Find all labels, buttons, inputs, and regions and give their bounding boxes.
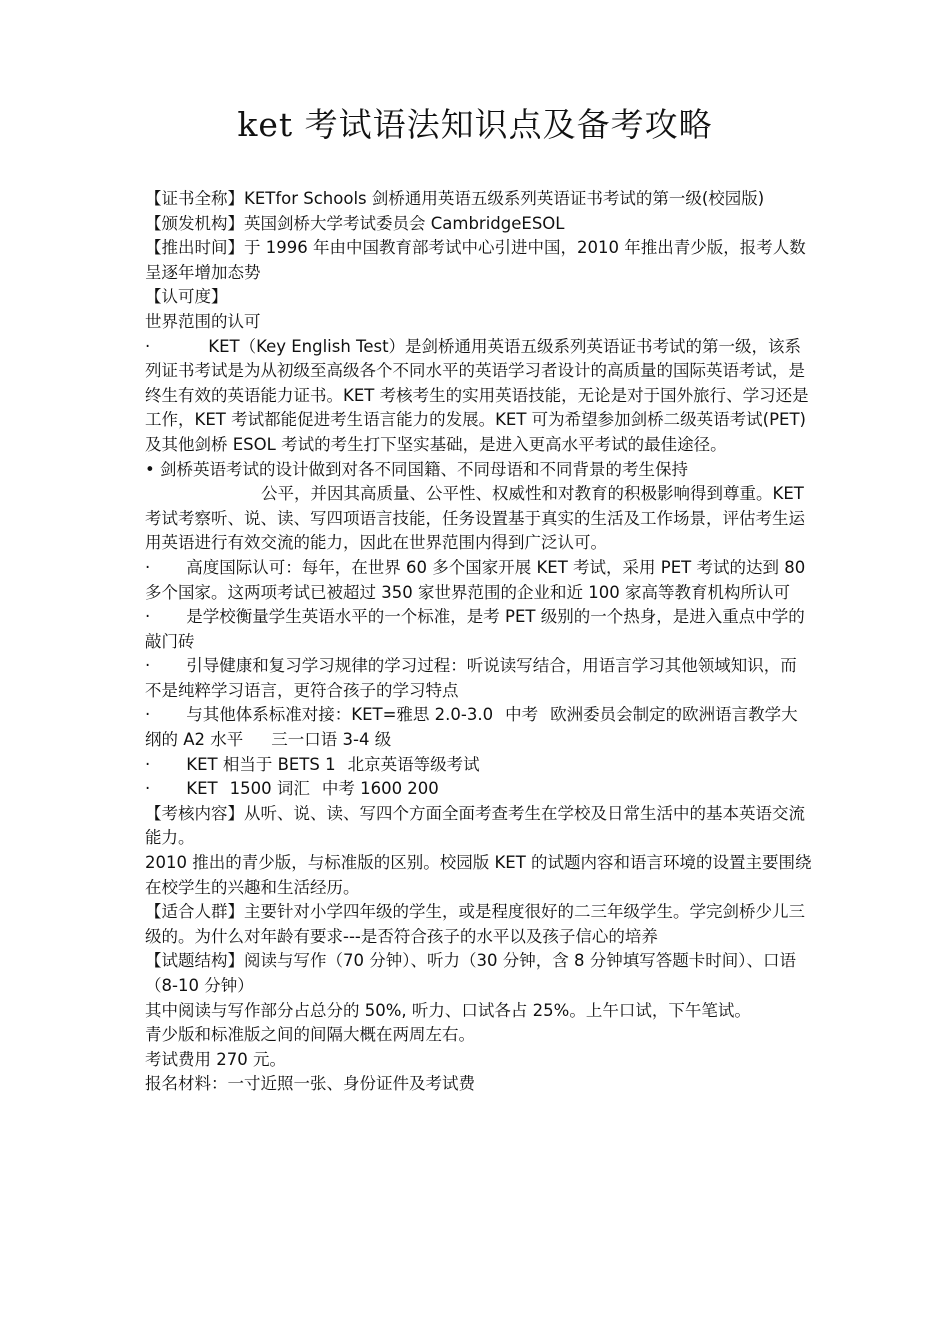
bullet-dot: · [145,779,151,799]
paragraph-fairness [145,458,813,483]
paragraph-exam-fee: 考试费用 270 元。 [145,1049,286,1069]
paragraph-target-group: 【适合人群】主要针对小学四年级的学生，或是程度很好的二三年级学生。学完剑桥少儿三级的。为什么对年龄有要求---是否符合孩子的水平以及孩子信心的培养 [145,902,805,946]
bullet-round: • [145,459,155,479]
standards-trinity-text: 三一口语 3-4 级 [271,730,392,750]
paragraph-exam-structure: 【试题结构】阅读与写作（70 分钟）、听力（30 分钟，含 8 分钟填写答题卡时间）、口语（8-10 分钟） [145,951,796,995]
vocabulary-ket-count: 1500 词汇 [229,779,310,799]
paragraph-interval: 青少版和标准版之间的间隔大概在两周左右。 [145,1025,475,1045]
document-title: ket 考试语法知识点及备考攻略 [237,105,713,144]
paragraph-school-standard [145,605,813,654]
standards-cefr-text: 欧洲委员会制定的欧洲语言教学大纲的 A2 水平 [145,705,798,750]
paragraph-registration-materials: 报名材料：一寸近照一张、身份证件及考试费 [145,1074,475,1094]
vocabulary-zhongkao-count: 中考 1600 200 [321,779,439,799]
paragraph-standards-alignment [145,703,813,752]
bullet-dot: · [145,607,151,627]
bets-beijing-text: 北京英语等级考试 [347,754,480,774]
paragraph-ket-intro [145,335,813,458]
bets-text: KET 相当于 BETS 1 [186,754,336,774]
paragraph-bets [145,753,813,778]
vocabulary-ket-text: KET [186,779,218,799]
paragraph-score-weights: 其中阅读与写作部分占总分的 50%, 听力、口试各占 25%。上午口试，下午笔试。 [145,1000,751,1020]
paragraph-healthy-learning [145,654,813,703]
bullet-dot: · [145,754,151,774]
fairness-text: 剑桥英语考试的设计做到对各不同国籍、不同母语和不同背景的考生保持 [159,459,688,479]
paragraph-recognition-heading: 【认可度】 [145,287,228,307]
international-recognition-text: 高度国际认可：每年，在世界 60 多个国家开展 KET 考试，采用 PET 考试的达到 80 多个国家。这两项考试已被超过 350 家世界范围的企业和近 100 家高等教育机构所认可 [145,557,806,602]
standards-ielts-text: 与其他体系标准对接：KET=雅思 2.0-3.0 [186,705,494,725]
paragraph-youth-version: 2010 推出的青少版，与标准版的区别。校园版 KET 的试题内容和语言环境的设置主要围绕在校学生的兴趣和生活经历。 [145,853,812,897]
paragraph-launch-time: 【推出时间】于 1996 年由中国教育部考试中心引进中国，2010 年推出青少版，报考人数呈逐年增加态势 [145,238,806,282]
paragraph-exam-content: 【考核内容】从听、说、读、写四个方面全面考查考生在学校及日常生活中的基本英语交流能力。 [145,803,805,848]
paragraph-fairness-cont [145,482,813,556]
school-standard-text: 是学校衡量学生英语水平的一个标准，是考 PET 级别的一个热身，是进入重点中学的敲门砖 [145,607,805,651]
paragraph-worldwide-recognition: 世界范围的认可 [145,311,261,331]
paragraph-certificate-name: 【证书全称】KETfor Schools 剑桥通用英语五级系列英语证书考试的第一级(校园版) [145,189,765,208]
bullet-dot: · [145,705,151,725]
bullet-dot: · [145,656,151,676]
bullet-dot: · [145,336,151,356]
fairness-cont-text: 公平，并因其高质量、公平性、权威性和对教育的积极影响得到尊重。KET 考试考察听、说、读、写四项语言技能，任务设置基于真实的生活及工作场景，评估考生运用英语进行有效交流的能力，因此在世界范围内得到广泛认可。 [145,484,805,553]
paragraph-issuing-body: 【颁发机构】英国剑桥大学考试委员会 CambridgeESOL [145,213,565,233]
standards-zhongkao-text: 中考 [505,705,539,725]
paragraph-international-recognition [145,556,813,605]
ket-intro-text: KET（Key English Test）是剑桥通用英语五级系列英语证书考试的第一级，该系列证书考试是为从初级至高级各个不同水平的英语学习者设计的高质量的国际英语考试，是终生有效的英语能力证书。KET 考核考生的实用英语技能，无论是对于国外旅行、学习还是工作，KET 考试都能促进考生语言能力的发展。KET 可为希望参加剑桥二级英语考试(PET)及其他剑桥 ESOL 考试的考生打下坚实基础，是进入更高水平考试的最佳途径。 [145,336,809,454]
paragraph-vocabulary [145,777,813,802]
document-body [145,187,813,1097]
healthy-learning-text: 引导健康和复习学习规律的学习过程：听说读写结合，用语言学习其他领域知识，而不是纯粹学习语言，更符合孩子的学习特点 [145,656,797,700]
bullet-dot: · [145,557,151,577]
